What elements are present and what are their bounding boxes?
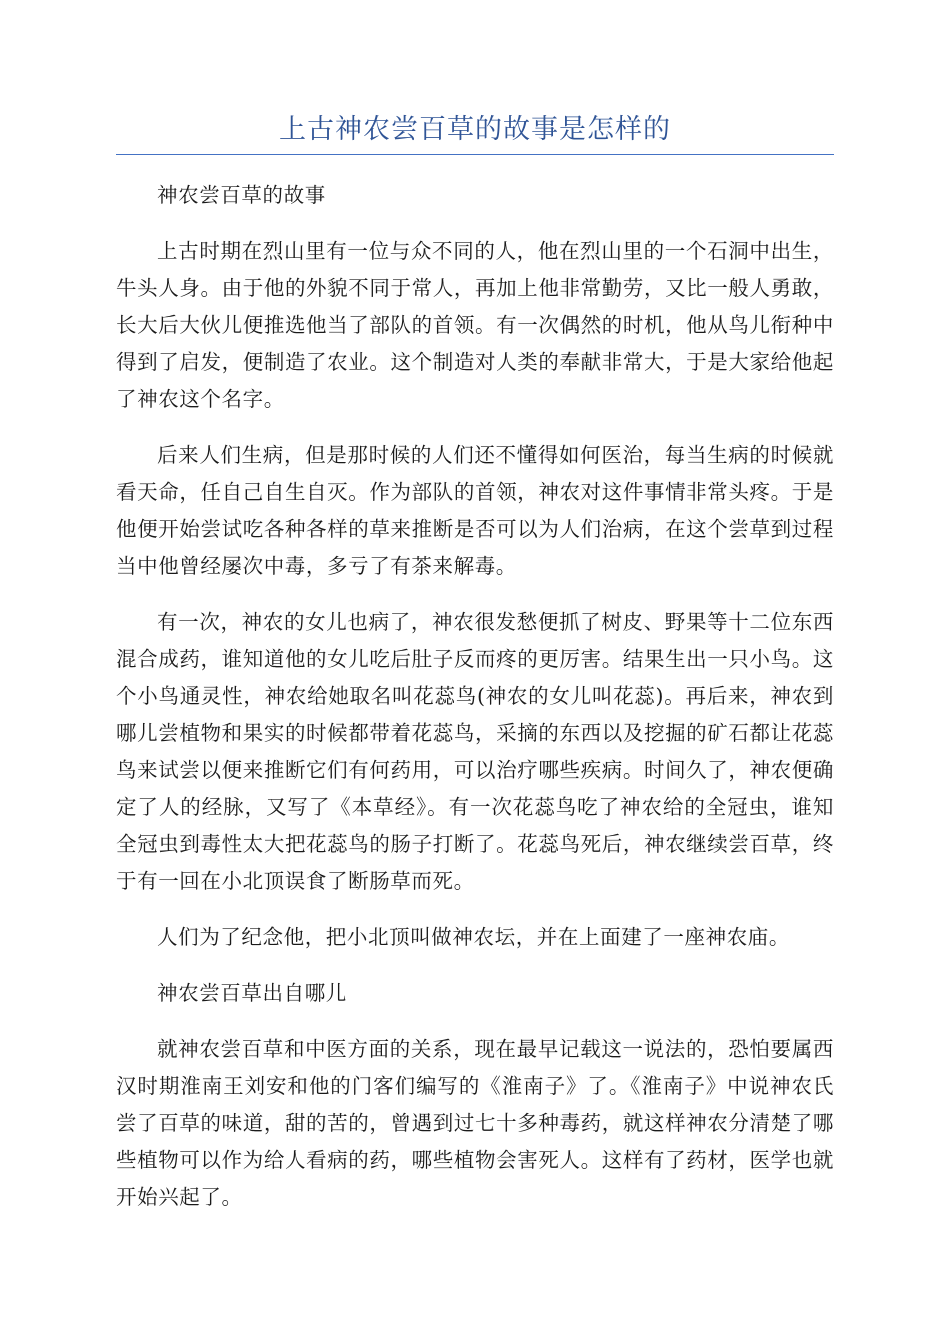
paragraph-huarui-bird: 有一次，神农的女儿也病了，神农很发愁便抓了树皮、野果等十二位东西混合成药，谁知道他的女儿吃后肚子反而疼的更厉害。结果生出一只小鸟。这个小鸟通灵性，神农给她取名叫花蕊鸟(神农的女儿叫花蕊)。再后来，神农到哪儿尝植物和果实的时候都带着花蕊鸟，采摘的东西以及挖掘的矿石都让花蕊鸟来试尝以便来推断它们有何药用，可以治疗哪些疾病。时间久了，神农便确定了人的经脉，又写了《本草经》。有一次花蕊鸟吃了神农给的全冠虫，谁知全冠虫到毒性太大把花蕊鸟的肠子打断了。花蕊鸟死后，神农继续尝百草，终于有一回在小北顶误食了断肠草而死。 [116, 610, 834, 893]
document-title: 上古神农尝百草的故事是怎样的 [279, 114, 671, 145]
document-body [116, 177, 834, 1216]
section-heading-source: 神农尝百草出自哪儿 [157, 981, 347, 1005]
paragraph-huainanzi: 就神农尝百草和中医方面的关系，现在最早记载这一说法的，恐怕要属西汉时期淮南王刘安和他的门客们编写的《淮南子》了。《淮南子》中说神农氏尝了百草的味道，甜的苦的，曾遇到过七十多种毒药，就这样神农分清楚了哪些植物可以作为给人看病的药，哪些植物会害死人。这样有了药材，医学也就开始兴起了。 [116, 1037, 834, 1209]
title-underline [116, 154, 834, 155]
paragraph-origin: 上古时期在烈山里有一位与众不同的人，他在烈山里的一个石洞中出生，牛头人身。由于他的外貌不同于常人，再加上他非常勤劳，又比一般人勇敢，长大后大伙儿便推选他当了部队的首领。有一次偶然的时机，他从鸟儿衔种中得到了启发，便制造了农业。这个制造对人类的奉献非常大，于是大家给他起了神农这个名字。 [116, 239, 834, 411]
document-page [116, 110, 834, 1235]
paragraph-memorial: 人们为了纪念他，把小北顶叫做神农坛，并在上面建了一座神农庙。 [157, 925, 790, 949]
paragraph-illness: 后来人们生病，但是那时候的人们还不懂得如何医治，每当生病的时候就看天命，任自己自生自灭。作为部队的首领，神农对这件事情非常头疼。于是他便开始尝试吃各种各样的草来推断是否可以为人们治病，在这个尝草到过程当中他曾经屡次中毒，多亏了有茶来解毒。 [116, 443, 834, 578]
section-heading-story: 神农尝百草的故事 [157, 183, 326, 207]
